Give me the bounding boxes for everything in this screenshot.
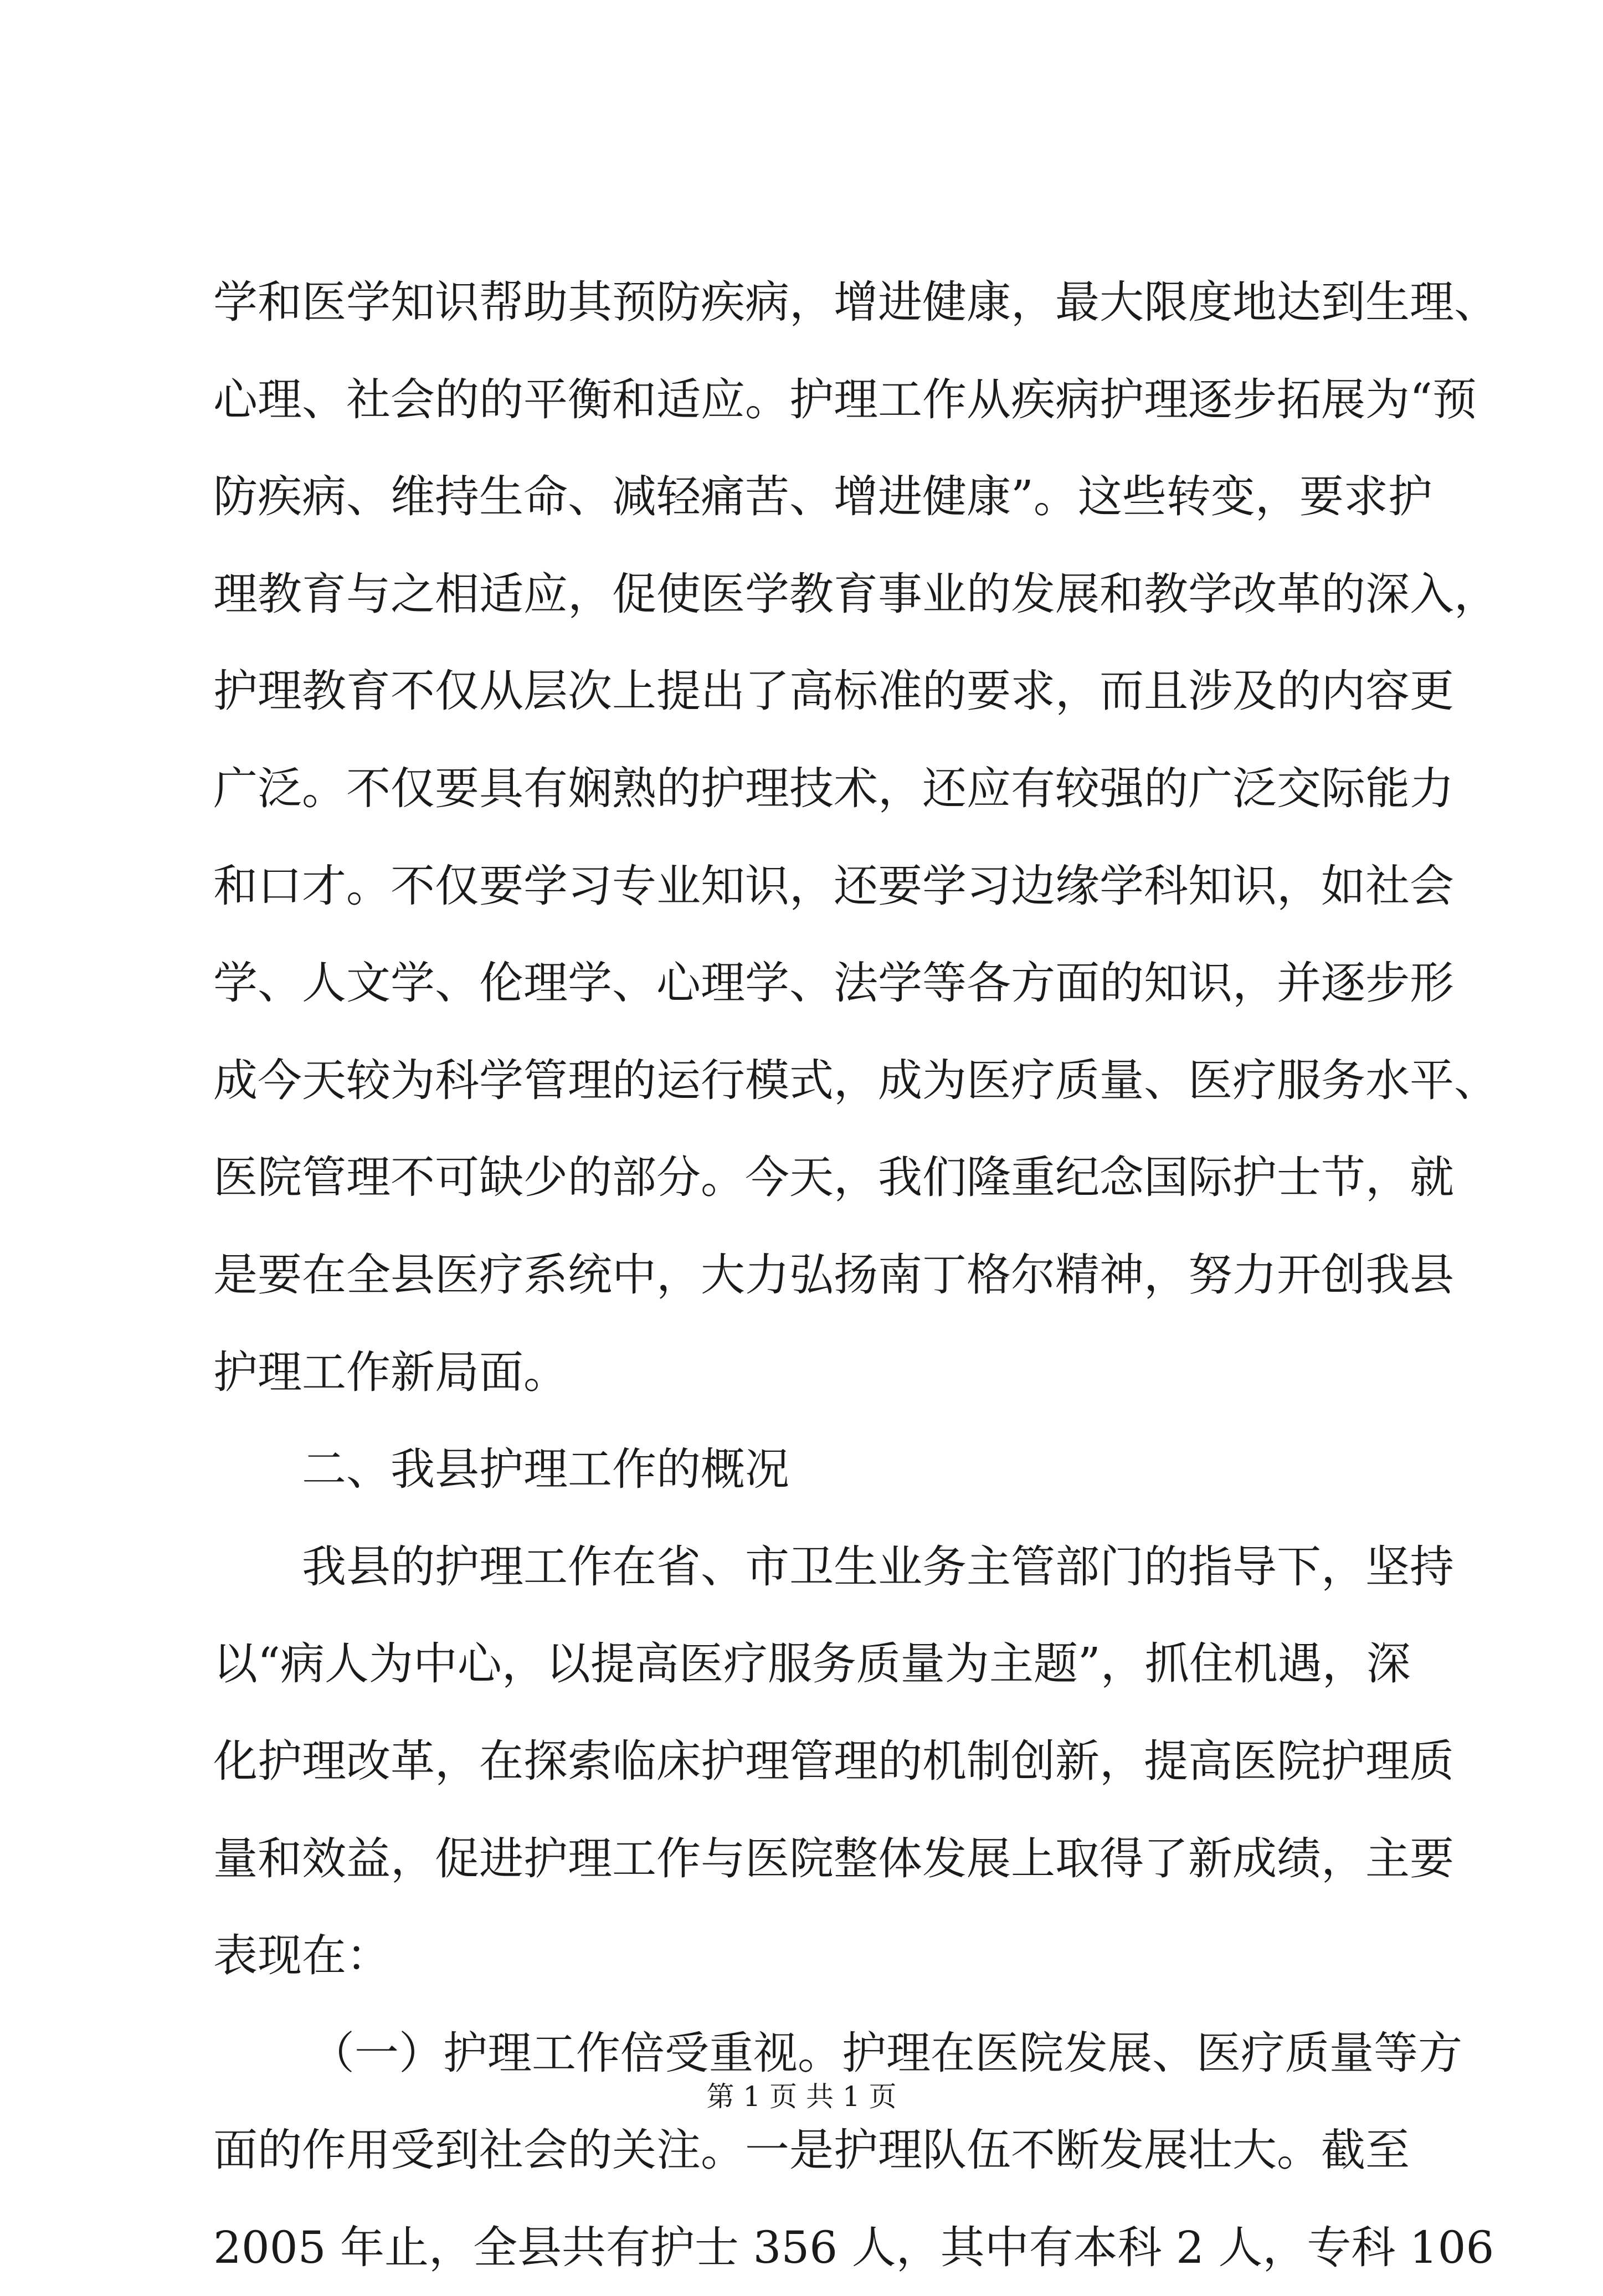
text-line: 以“病人为中心，以提高医疗服务质量为主题”，抓住机遇，深 (213, 1638, 1411, 1690)
text-line: 心理、社会的的平衡和适应。护理工作从疾病护理逐步拓展为“预 (213, 373, 1477, 425)
text-line: 学和医学知识帮助其预防疾病，增进健康，最大限度地达到生理、 (213, 276, 1498, 328)
text-line: 成今天较为科学管理的运行模式，成为医疗质量、医疗服务水平、 (213, 1054, 1498, 1106)
text-line: 表现在： (213, 1930, 391, 1982)
text-line: 护理工作新局面。 (213, 1346, 568, 1398)
text-line: 量和效益，促进护理工作与医院整体发展上取得了新成绩，主要 (213, 1832, 1454, 1884)
text-line: 我县的护理工作在省、市卫生业务主管部门的指导下，坚持 (302, 1540, 1454, 1593)
subsection-heading: （一）护理工作倍受重视。护理在医院发展、医疗质量等方 (310, 2027, 1462, 2079)
text-line: 面的作用受到社会的关注。一是护理队伍不断发展壮大。截至 (213, 2124, 1410, 2176)
text-line: 和口才。不仅要学习专业知识，还要学习边缘学科知识，如社会 (213, 860, 1454, 912)
text-line: 广泛。不仅要具有娴熟的护理技术，还应有较强的广泛交际能力 (213, 762, 1454, 814)
text-line: 2005 年止，全县共有护士 356 人，其中有本科 2 人，专科 106 (213, 2221, 1494, 2273)
text-line: 理教育与之相适应，促使医学教育事业的发展和教学改革的深入， (213, 568, 1498, 620)
section-heading: 二、我县护理工作的概况 (302, 1444, 789, 1496)
text-line: 防疾病、维持生命、减轻痛苦、增进健康”。这些转变，要求护 (213, 471, 1432, 523)
page-number-footer: 第 1 页 共 1 页 (706, 2081, 897, 2113)
text-line: 是要在全县医疗系统中，大力弘扬南丁格尔精神，努力开创我县 (213, 1249, 1454, 1301)
text-line: 医院管理不可缺少的部分。今天，我们隆重纪念国际护士节，就 (213, 1152, 1454, 1204)
text-line: 化护理改革，在探索临床护理管理的机制创新，提高医院护理质 (213, 1735, 1454, 1787)
document-body (213, 254, 1498, 2296)
text-line: 学、人文学、伦理学、心理学、法学等各方面的知识，并逐步形 (213, 957, 1454, 1009)
text-line: 护理教育不仅从层次上提出了高标准的要求，而且涉及的内容更 (213, 665, 1454, 717)
